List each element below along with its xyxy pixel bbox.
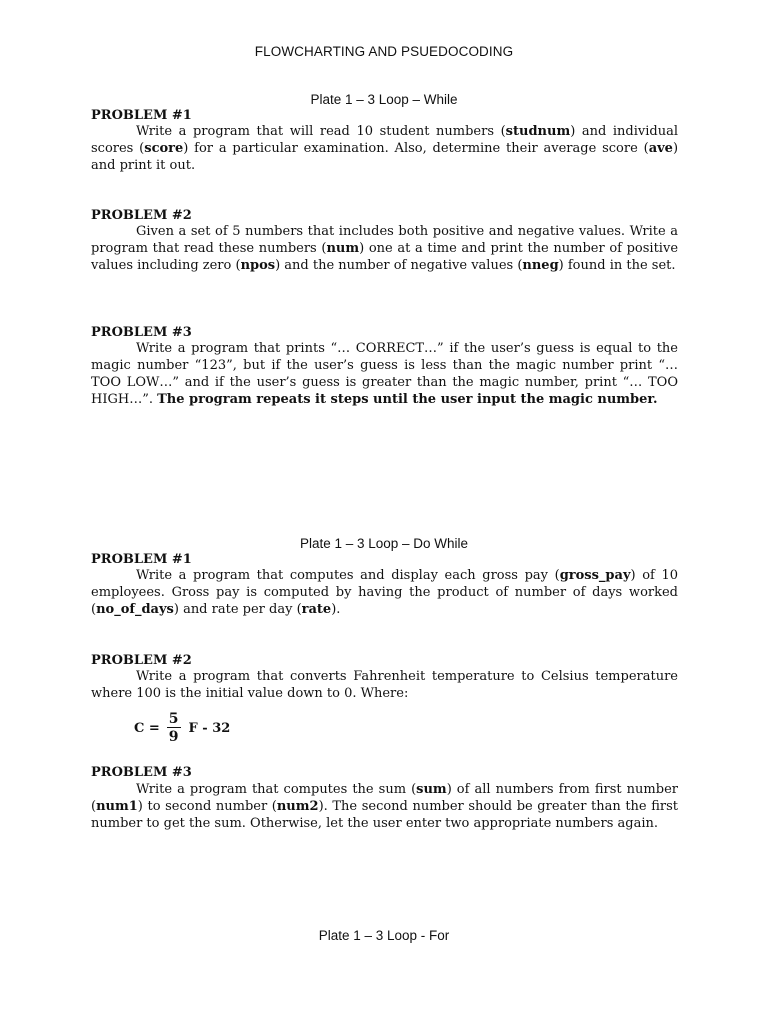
problem-title: PROBLEM #1	[91, 108, 192, 123]
bold-term: ave	[648, 140, 673, 156]
text-run: Write a program that will read 10 student numbers (	[136, 124, 506, 139]
text-run: ) of all numbers from first number (	[91, 782, 678, 814]
text-run: ) and rate per day (	[173, 601, 302, 617]
problem-title: PROBLEM #1	[91, 552, 192, 567]
problem-title: PROBLEM #2	[91, 208, 192, 223]
text-run: Given a set of 5 numbers that includes both positive and negative values. Write a program that read these numbers (	[91, 224, 678, 256]
text-run: ) for a particular examination. Also, determine their average score (	[183, 140, 649, 156]
problem-title: PROBLEM #3	[91, 765, 192, 780]
text-run: Write a program that computes and display each gross pay (	[136, 568, 560, 583]
bold-term: score	[144, 140, 184, 156]
bold-term: num	[326, 240, 360, 256]
text-run: ) one at a time and print the number of positive values including zero (	[91, 240, 679, 273]
bold-term: num1	[96, 798, 138, 814]
text-run: ) and the number of negative values (	[275, 257, 523, 273]
formula-denominator: 9	[168, 729, 179, 745]
text-run: Write a program that prints “… CORRECT…” if the user’s guess is equal to the magic number “123”, but if the user’s guess is less than the magic number print “… TOO LOW…” and if the user’s guess is greater than the magic number, print “… TOO HIGH…”.	[91, 341, 678, 407]
problem-text	[91, 568, 678, 619]
bold-term: rate	[301, 601, 332, 617]
celsius-formula	[134, 712, 230, 744]
section-heading-for: Plate 1 – 3 Loop - For	[318, 928, 450, 943]
text-run: ). The second number should be greater than the first number to get the sum. Otherwise, let the user enter two appropriate numbers again.	[91, 798, 678, 831]
problem-title: PROBLEM #2	[91, 653, 192, 668]
section-heading-do-while: Plate 1 – 3 Loop – Do While	[299, 536, 469, 551]
bold-term: The program repeats it steps until the user input the magic number.	[157, 391, 658, 407]
section-heading-while: Plate 1 – 3 Loop – While	[310, 92, 458, 107]
problem-text	[91, 124, 678, 175]
text-run: ) found in the set.	[558, 257, 676, 273]
bold-term: gross_pay	[559, 568, 631, 583]
bold-term: sum	[416, 782, 447, 797]
text-run: ) to second number (	[137, 798, 277, 814]
problem-title: PROBLEM #3	[91, 325, 192, 340]
problem-text	[91, 782, 678, 833]
problem-text	[91, 341, 678, 409]
bold-term: no_of_days	[96, 601, 174, 617]
text-run: Write a program that computes the sum (	[136, 782, 417, 797]
problem-text	[91, 224, 678, 275]
text-run: ) of 10 employees. Gross pay is computed by having the product of number of days worked (	[91, 568, 678, 617]
formula-numerator: 5	[168, 711, 179, 727]
formula-lhs: C =	[134, 720, 160, 736]
text-run: Write a program that converts Fahrenheit temperature to Celsius temperature where 100 is the initial value down to 0. Where:	[91, 669, 678, 701]
formula-fraction	[167, 712, 181, 744]
bold-term: num2	[276, 798, 319, 814]
formula-rhs: F - 32	[188, 720, 231, 736]
bold-term: studnum	[505, 124, 571, 139]
bold-term: npos	[240, 257, 276, 273]
problem-text	[91, 669, 678, 703]
text-run: ).	[331, 601, 341, 617]
bold-term: nneg	[522, 257, 559, 273]
document-title: FLOWCHARTING AND PSUEDOCODING	[254, 44, 514, 59]
text-run: ) and individual scores (	[91, 124, 678, 156]
text-run: ) and print it out.	[91, 140, 679, 173]
